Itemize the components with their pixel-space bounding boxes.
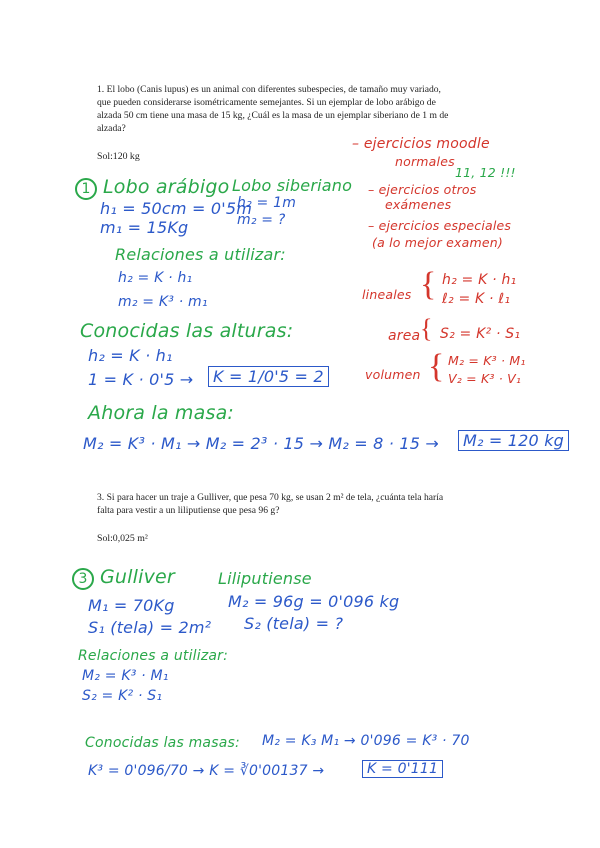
h1-value: h₁ = 50cm = 0'5m bbox=[100, 199, 252, 218]
gulliver-mass: M₁ = 70Kg bbox=[88, 596, 175, 615]
relation-2: m₂ = K³ · m₁ bbox=[118, 294, 208, 310]
volumen-formula: M₂ = K³ · M₁ bbox=[448, 353, 526, 368]
problem-3-solution: Sol:0,025 m² bbox=[97, 533, 148, 544]
brace-icon: { bbox=[420, 266, 437, 303]
relaciones-heading: Relaciones a utilizar: bbox=[115, 245, 286, 264]
mass-result-box: M₂ = 120 kg bbox=[458, 430, 569, 451]
volumen-formula: V₂ = K³ · V₁ bbox=[448, 371, 522, 386]
m2-value: m₂ = ? bbox=[237, 212, 286, 228]
relation-1: M₂ = K³ · M₁ bbox=[82, 668, 169, 684]
gulliver-tela: S₁ (tela) = 2m² bbox=[88, 618, 212, 637]
k-result-box: K = 1/0'5 = 2 bbox=[208, 366, 329, 387]
lobo-arabigo-label: Lobo arábigo bbox=[103, 176, 230, 198]
relaciones-heading: Relaciones a utilizar: bbox=[78, 648, 229, 664]
lobo-siberiano-label: Lobo siberiano bbox=[232, 176, 353, 195]
volumen-label: volumen bbox=[365, 367, 421, 382]
relation-1: h₂ = K · h₁ bbox=[118, 270, 193, 286]
problem-1-line: 1. El lobo (Canis lupus) es un animal con diferentes subespecies, de tamaño muy variado, bbox=[97, 84, 441, 95]
liliputiense-tela: S₂ (tela) = ? bbox=[244, 614, 344, 633]
equation-3: M₂ = K³ · M₁ → M₂ = 2³ · 15 → M₂ = 8 · 15 → bbox=[83, 434, 440, 453]
brace-icon: { bbox=[428, 348, 445, 385]
equation-2: K³ = 0'096/70 → K = ∛0'00137 → bbox=[88, 763, 325, 779]
k-result-box: K = 0'111 bbox=[362, 760, 443, 778]
liliputiense-label: Liliputiense bbox=[218, 569, 312, 588]
equation-1: M₂ = K₃ M₁ → 0'096 = K³ · 70 bbox=[262, 733, 470, 749]
m1-value: m₁ = 15Kg bbox=[100, 218, 189, 237]
note-line: – ejercicios moodle bbox=[352, 136, 490, 152]
problem-3-line: 3. Si para hacer un traje a Gulliver, que pesa 70 kg, se usan 2 m² de tela, ¿cuánta tela haría bbox=[97, 492, 444, 503]
liliputiense-mass: M₂ = 96g = 0'096 kg bbox=[228, 592, 400, 611]
problem-3-line: falta para vestir a un liliputiense que pesa 96 g? bbox=[97, 505, 280, 516]
problem-1-line: alzada? bbox=[97, 123, 126, 134]
note-line: (a lo mejor examen) bbox=[372, 235, 503, 250]
problem-1-solution: Sol:120 kg bbox=[97, 151, 140, 162]
lineales-formula: h₂ = K · h₁ bbox=[442, 272, 517, 288]
work-1-header bbox=[75, 176, 229, 200]
equation-2: 1 = K · 0'5 → bbox=[88, 370, 194, 389]
work-3-header bbox=[72, 566, 175, 590]
ahora-heading: Ahora la masa: bbox=[88, 402, 235, 424]
brace-icon: { bbox=[420, 314, 433, 343]
note-highlight: 11, 12 !!! bbox=[455, 165, 516, 180]
note-line: normales bbox=[395, 154, 455, 169]
lineales-label: lineales bbox=[362, 287, 412, 302]
h2-value: h₂ = 1m bbox=[237, 195, 297, 211]
problem-1-line: alzada 50 cm tiene una masa de 15 kg, ¿Cuál es la masa de un ejemplar siberiano de 1 m de bbox=[97, 110, 449, 121]
problem-number-circle: 3 bbox=[72, 568, 94, 590]
problem-number-circle: 1 bbox=[75, 178, 97, 200]
problem-1-line: que pueden considerarse isométricamente semejantes. Si un ejemplar de lobo arábigo de bbox=[97, 97, 436, 108]
relation-2: S₂ = K² · S₁ bbox=[82, 688, 163, 704]
conocidas-heading: Conocidas las masas: bbox=[85, 735, 240, 751]
gulliver-label: Gulliver bbox=[100, 566, 175, 588]
lineales-formula: ℓ₂ = K · ℓ₁ bbox=[442, 291, 511, 307]
equation-1: h₂ = K · h₁ bbox=[88, 346, 173, 365]
note-line: exámenes bbox=[385, 197, 452, 212]
note-line: – ejercicios especiales bbox=[368, 218, 512, 233]
area-label: area bbox=[388, 328, 421, 344]
area-formula: S₂ = K² · S₁ bbox=[440, 326, 521, 342]
note-line: – ejercicios otros bbox=[368, 182, 477, 197]
conocidas-heading: Conocidas las alturas: bbox=[80, 320, 294, 342]
